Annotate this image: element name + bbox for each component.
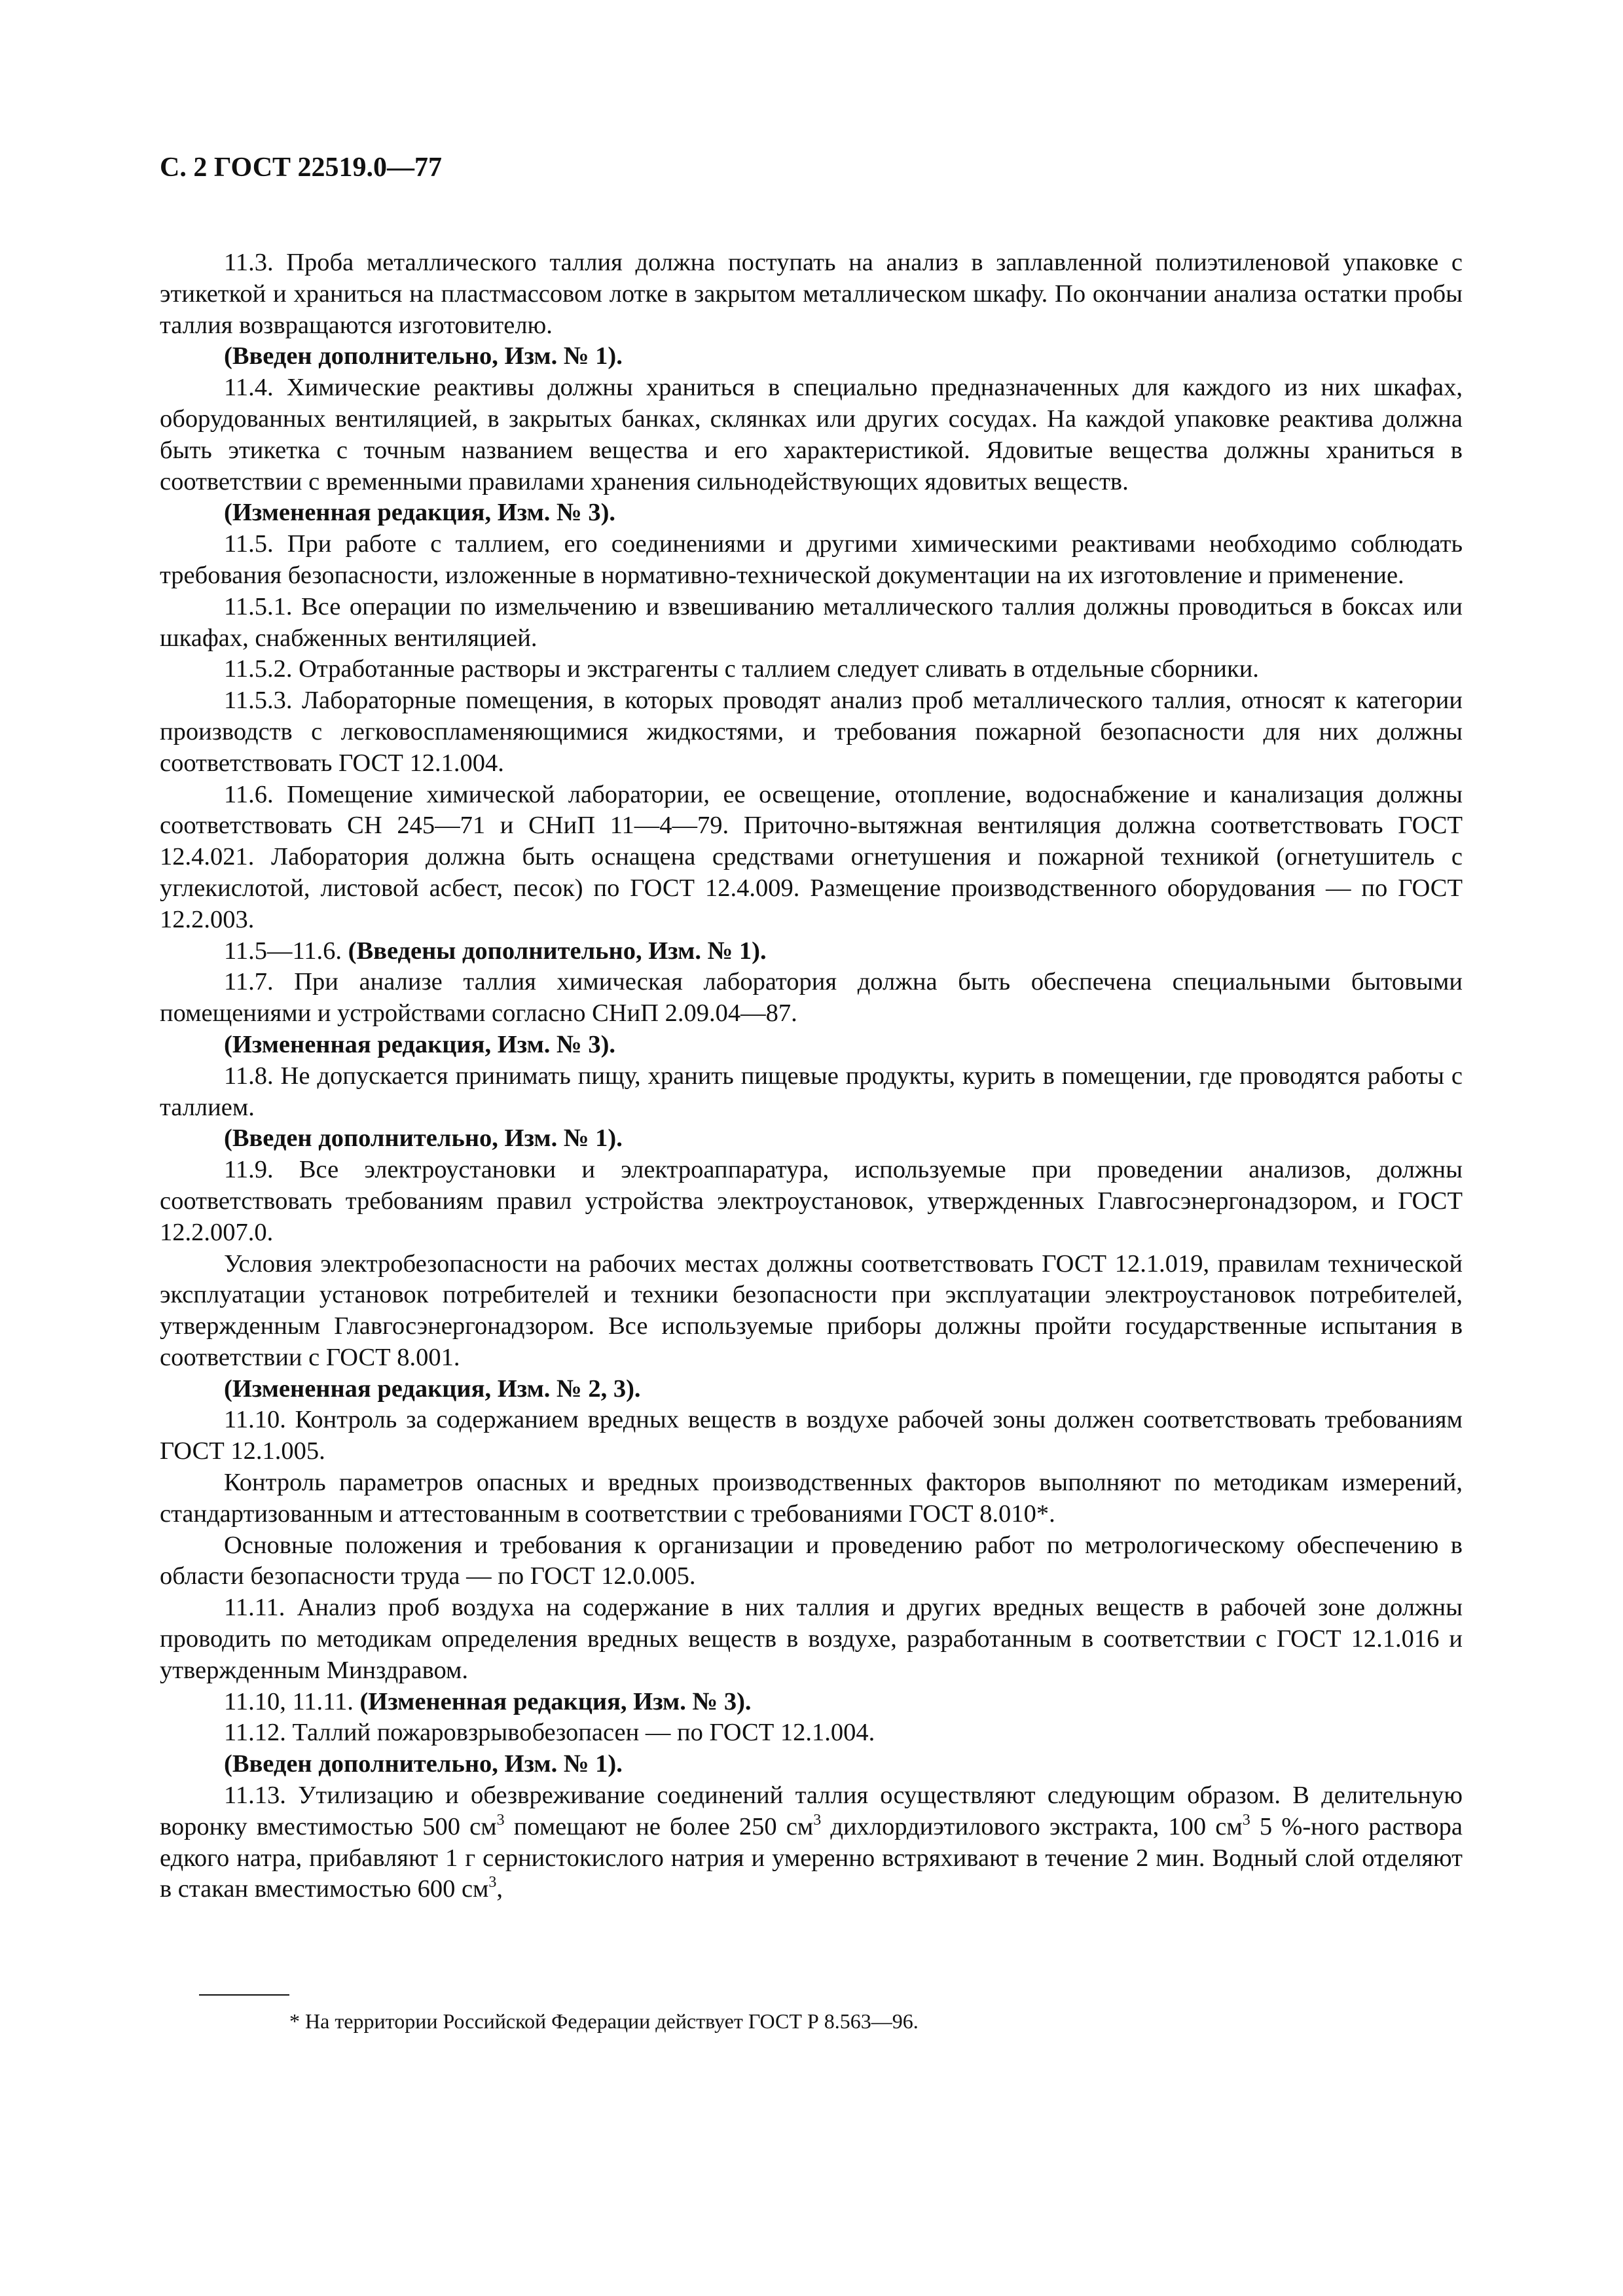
footnote-divider [199, 1994, 289, 1996]
clause-range: 11.5—11.6. [224, 937, 348, 965]
amendment-note: (Введен дополнительно, Изм. № 1). [224, 1750, 623, 1778]
paragraph: 11.12. Таллий пожаровзрывобезопасен — по ГОСТ 12.1.004. [224, 1719, 875, 1747]
running-header: С. 2 ГОСТ 22519.0—77 [160, 152, 443, 183]
amendment-note: (Введен дополнительно, Изм. № 1). [224, 342, 623, 370]
paragraph: 11.4. Химические реактивы должны храниться в специально предназначенных для каждого из них шкафах, оборудованных вентиляцией, в закрытых банках, склянках или других сосудах. На каждой упаковке реактива должна быть этикетка с точным названием вещества и его характеристикой. Ядовитые вещества должны храниться в соответствии с временными правилами хранения сильнодействующих ядовитых веществ. [160, 374, 1463, 495]
paragraph: 11.8. Не допускается принимать пищу, хранить пищевые продукты, курить в помещении, где проводятся работы с таллием. [160, 1062, 1463, 1121]
amendment-note: (Введен дополнительно, Изм. № 1). [224, 1124, 623, 1153]
paragraph: 11.7. При анализе таллия химическая лаборатория должна быть обеспечена специальными бытовыми помещениями и устройствами согласно СНиП 2.09.04—87. [160, 968, 1463, 1028]
amendment-note: (Измененная редакция, Изм. № 3). [224, 499, 616, 527]
amendment-note: (Измененная редакция, Изм. № 2, 3). [224, 1374, 641, 1403]
body-text [160, 247, 1463, 1905]
paragraph: 11.3. Проба металлического таллия должна поступать на анализ в заплавленной полиэтиленовой упаковке с этикеткой и храниться на пластмассовом лотке в закрытом металлическом шкафу. По окончании анализа остатки пробы таллия возвращаются изготовителю. [160, 249, 1463, 339]
paragraph: Условия электробезопасности на рабочих местах должны соответствовать ГОСТ 12.1.019, правилам технической эксплуатации установок потребителей и техники безопасности при эксплуатации электроустановок потребителей, утвержденным Главгосэнергонадзором. Все используемые приборы должны пройти государственные испытания в соответствии с ГОСТ 8.001. [160, 1249, 1463, 1371]
paragraph: 11.5.2. Отработанные растворы и экстрагенты с таллием следует сливать в отдельные сборники. [224, 655, 1259, 683]
paragraph [160, 1687, 1463, 1718]
paragraph: Основные положения и требования к организации и проведению работ по метрологическому обеспечению в области безопасности труда — по ГОСТ 12.0.005. [160, 1531, 1463, 1590]
paragraph: Контроль параметров опасных и вредных производственных факторов выполняют по методикам измерений, стандартизованным и аттестованным в соответствии с требованиями ГОСТ 8.010*. [160, 1469, 1463, 1528]
paragraph: 11.5.1. Все операции по измельчению и взвешиванию металлического таллия должны проводиться в боксах или шкафах, снабженных вентиляцией. [160, 592, 1463, 652]
document-page [160, 151, 1463, 1905]
paragraph: 11.11. Анализ проб воздуха на содержание в них таллия и других вредных веществ в рабочей зоне должны проводить по методикам определения вредных веществ в воздухе, разработанным в соответствии с ГОСТ 12.1.016 и утвержденным Минздравом. [160, 1594, 1463, 1684]
amendment-note: (Введены дополнительно, Изм. № 1). [348, 937, 767, 965]
amendment-note: (Измененная редакция, Изм. № 3). [359, 1687, 752, 1715]
paragraph [160, 936, 1463, 967]
footnote: * На территории Российской Федерации действует ГОСТ Р 8.563—96. [289, 2009, 919, 2033]
paragraph: 11.6. Помещение химической лаборатории, ее освещение, отопление, водоснабжение и канализация должны соответствовать СН 245—71 и СНиП 11—4—79. Приточно-вытяжная вентиляция должна соответствовать ГОСТ 12.4.021. Лаборатория должна быть оснащена средствами огнетушения и пожарной техникой (огнетушитель с углекислотой, листовой асбест, песок) по ГОСТ 12.4.009. Размещение производственного оборудования — по ГОСТ 12.2.003. [160, 780, 1463, 933]
paragraph: 11.9. Все электроустановки и электроаппаратура, используемые при проведении анализов, должны соответствовать требованиям правил устройства электроустановок, утвержденных Главгосэнергонадзором, и ГОСТ 12.2.007.0. [160, 1156, 1463, 1246]
paragraph: 11.5.3. Лабораторные помещения, в которых проводят анализ проб металлического таллия, относят к категории производств с легковоспламеняющимися жидкостями, и требования пожарной безопасности для них должны соответствовать ГОСТ 12.1.004. [160, 687, 1463, 777]
paragraph: 11.5. При работе с таллием, его соединениями и другими химическими реактивами необходимо соблюдать требования безопасности, изложенные в нормативно-технической документации на их изготовление и применение. [160, 530, 1463, 589]
clause-range: 11.10, 11.11. [224, 1687, 360, 1715]
amendment-note: (Измененная редакция, Изм. № 3). [224, 1030, 616, 1058]
paragraph-11-13: 11.13. Утилизацию и обезвреживание соединений таллия осуществляют следующим образом. В делительную воронку вместимостью 500 $см^3$ помещают не более 250 $см^3$ дихлордиэтилового экстракта, 100 $см^3$ 5 %-ного раствора едкого натра, прибавляют 1 г сернистокислого натрия и умеренно встряхивают в течение 2 мин. Водный слой отделяют в стакан вместимостью 600 $см^3$, [160, 1782, 1463, 1903]
paragraph: 11.10. Контроль за содержанием вредных веществ в воздухе рабочей зоны должен соответствовать требованиям ГОСТ 12.1.005. [160, 1406, 1463, 1465]
